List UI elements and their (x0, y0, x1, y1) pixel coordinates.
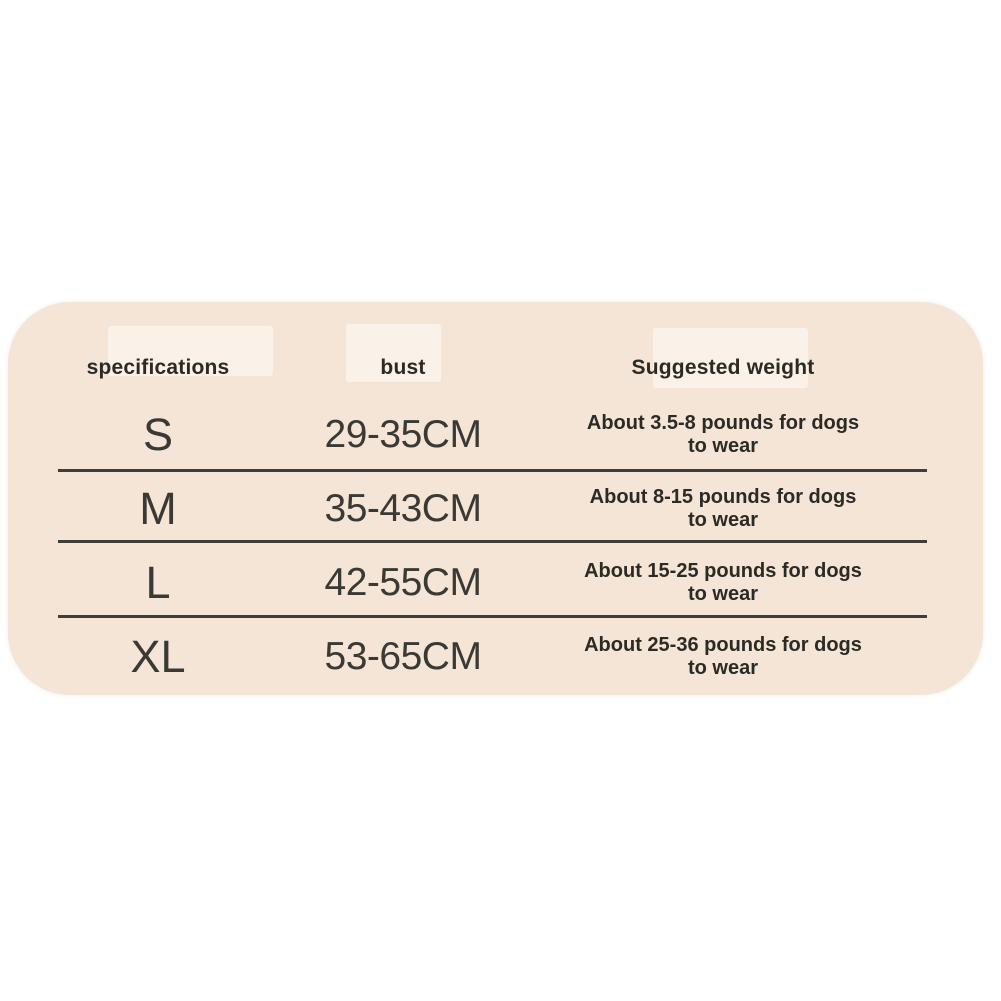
weight-line2-l: to wear (687, 583, 759, 605)
header-specifications: specifications (86, 356, 230, 379)
size-cell-m: M (139, 483, 177, 534)
bust-cell-xl: 53-65CM (324, 635, 482, 678)
table-header-row (8, 338, 948, 398)
weight-cell-xl (498, 627, 948, 687)
size-chart-card (8, 302, 983, 695)
weight-line1-m: About 8-15 pounds for dogs (589, 486, 857, 508)
weight-line2-xl: to wear (687, 657, 759, 679)
table-row-l (8, 553, 948, 613)
row-divider-3 (58, 615, 927, 618)
row-divider-2 (58, 540, 927, 543)
weight-cell-s (498, 405, 948, 465)
header-suggested-weight: Suggested weight (631, 356, 815, 379)
weight-cell-m (498, 479, 948, 539)
header-bust: bust (380, 356, 426, 379)
size-cell-s: S (142, 409, 173, 460)
size-cell-l: L (145, 557, 171, 608)
size-cell-xl: XL (130, 631, 186, 682)
weight-line2-m: to wear (687, 509, 759, 531)
weight-line1-l: About 15-25 pounds for dogs (584, 560, 862, 582)
table-row-xl (8, 627, 948, 687)
row-divider-1 (58, 469, 927, 472)
weight-cell-l (498, 553, 948, 613)
bust-cell-m: 35-43CM (324, 487, 482, 530)
weight-line2-s: to wear (687, 435, 759, 457)
bust-cell-l: 42-55CM (324, 561, 482, 604)
bust-cell-s: 29-35CM (324, 413, 482, 456)
weight-line1-xl: About 25-36 pounds for dogs (584, 634, 862, 656)
weight-line1-s: About 3.5-8 pounds for dogs (586, 412, 860, 434)
table-row-m (8, 479, 948, 539)
table-row-s (8, 405, 948, 465)
